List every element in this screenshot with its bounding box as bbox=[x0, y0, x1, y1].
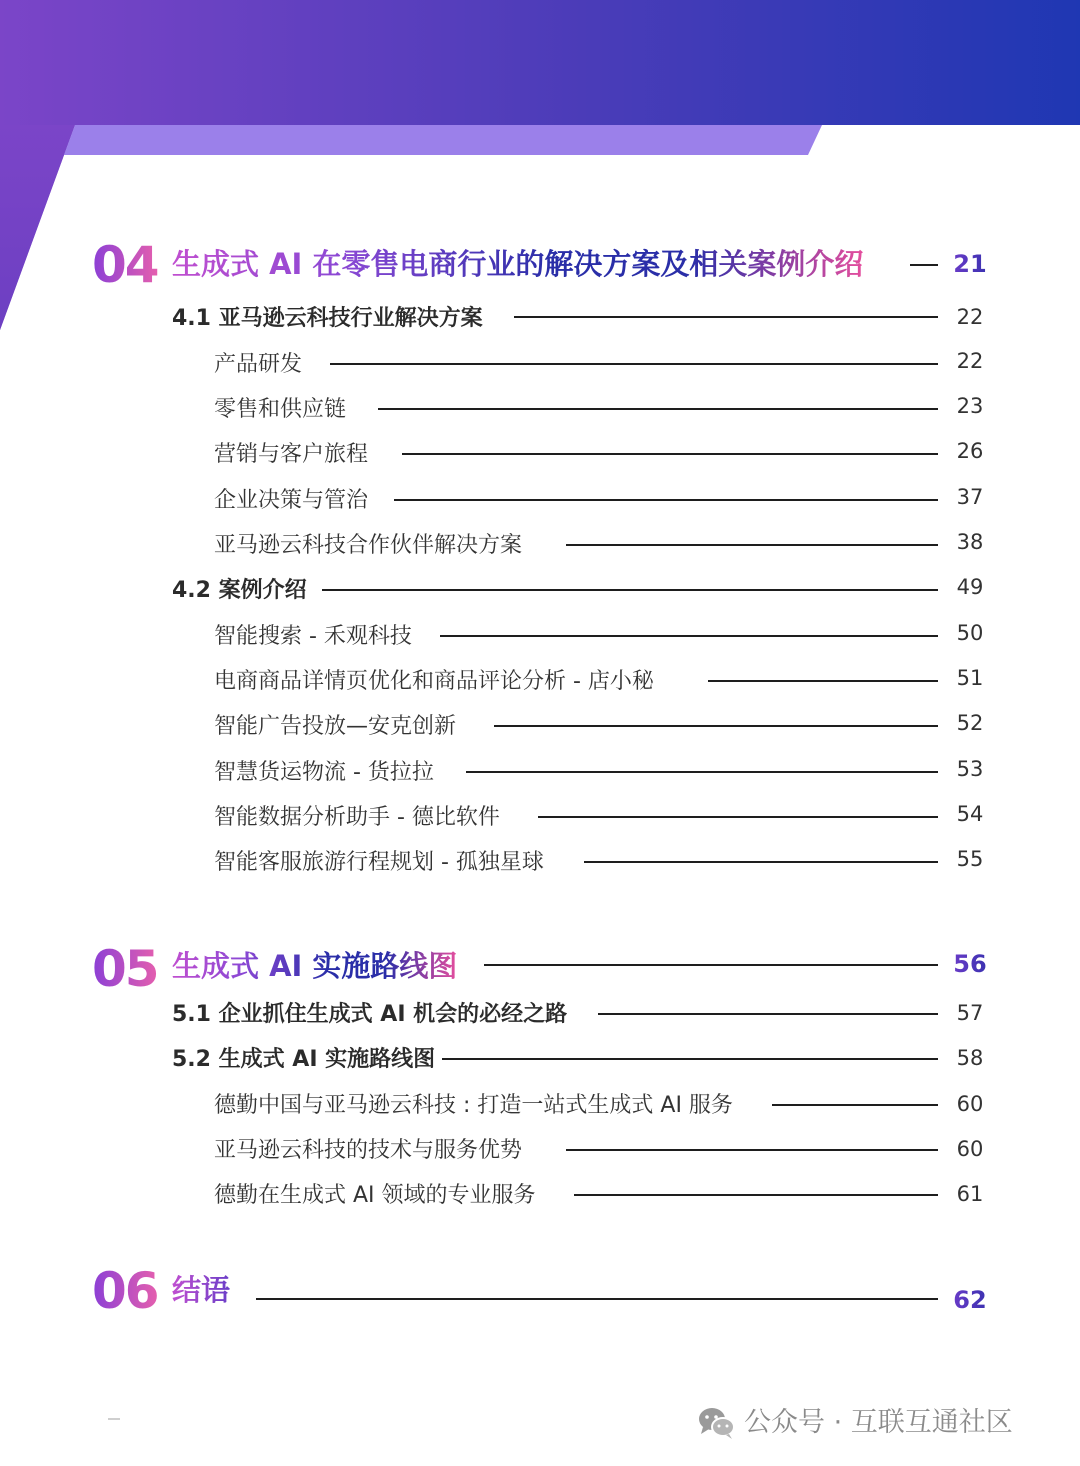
chapter-title: 生成式 AI 实施路线图 bbox=[172, 946, 457, 986]
toc-item[interactable] bbox=[0, 756, 1080, 796]
item-page: 55 bbox=[956, 847, 984, 871]
section-page: 49 bbox=[956, 575, 984, 599]
leader-line bbox=[402, 453, 938, 455]
item-title: 产品研发 bbox=[214, 352, 303, 377]
wechat-icon bbox=[697, 1406, 737, 1440]
toc-section[interactable] bbox=[0, 998, 1080, 1038]
toc-item[interactable] bbox=[0, 665, 1080, 705]
section-title: 5.2 生成式 AI 实施路线图 bbox=[172, 1047, 436, 1072]
toc-item[interactable] bbox=[0, 1179, 1080, 1219]
item-page: 53 bbox=[956, 757, 984, 781]
item-page: 60 bbox=[956, 1137, 984, 1161]
leader-line bbox=[566, 1149, 938, 1151]
leader-line bbox=[440, 635, 938, 637]
item-title: 智能搜索 - 禾观科技 bbox=[214, 624, 412, 649]
leader-line bbox=[584, 861, 938, 863]
leader-line bbox=[514, 316, 938, 318]
item-title: 智慧货运物流 - 货拉拉 bbox=[214, 760, 434, 785]
item-page: 61 bbox=[956, 1182, 984, 1206]
item-title: 零售和供应链 bbox=[214, 397, 347, 422]
toc-item[interactable] bbox=[0, 529, 1080, 569]
item-title: 智能广告投放—安克创新 bbox=[214, 714, 457, 739]
leader-line bbox=[566, 544, 938, 546]
chapter-title: 结语 bbox=[172, 1270, 230, 1310]
leader-line bbox=[394, 499, 938, 501]
item-page: 60 bbox=[956, 1092, 984, 1116]
page-mark bbox=[108, 1418, 120, 1420]
toc-item[interactable] bbox=[0, 1089, 1080, 1129]
leader-line bbox=[378, 408, 938, 410]
leader-line bbox=[442, 1058, 938, 1060]
toc-chapter-06[interactable] bbox=[0, 1262, 1080, 1320]
section-title: 4.1 亚马逊云科技行业解决方案 bbox=[172, 306, 483, 331]
item-page: 50 bbox=[956, 621, 984, 645]
item-page: 38 bbox=[956, 530, 984, 554]
item-title: 亚马逊云科技合作伙伴解决方案 bbox=[214, 533, 523, 558]
leader-line bbox=[466, 771, 938, 773]
toc-item[interactable] bbox=[0, 393, 1080, 433]
item-page: 37 bbox=[956, 485, 984, 509]
item-page: 22 bbox=[956, 349, 984, 373]
toc-item[interactable] bbox=[0, 620, 1080, 660]
leader-line bbox=[484, 964, 938, 966]
toc-item[interactable] bbox=[0, 846, 1080, 886]
toc-section[interactable] bbox=[0, 574, 1080, 614]
item-title: 营销与客户旅程 bbox=[214, 442, 369, 467]
leader-line bbox=[322, 589, 938, 591]
footer-account-name: 公众号 · 互联互通社区 bbox=[744, 1407, 1013, 1438]
leader-line bbox=[494, 725, 938, 727]
chapter-number: 05 bbox=[92, 940, 158, 998]
item-page: 26 bbox=[956, 439, 984, 463]
chapter-page: 56 bbox=[940, 944, 1000, 984]
leader-line bbox=[708, 680, 938, 682]
leader-line bbox=[256, 1298, 938, 1300]
leader-line bbox=[598, 1013, 938, 1015]
leader-line bbox=[330, 363, 938, 365]
item-title: 德勤中国与亚马逊云科技 : 打造一站式生成式 AI 服务 bbox=[214, 1093, 733, 1118]
item-title: 企业决策与管治 bbox=[214, 488, 369, 513]
leader-line bbox=[574, 1194, 938, 1196]
section-page: 57 bbox=[956, 1001, 984, 1025]
chapter-title: 生成式 AI 在零售电商行业的解决方案及相关案例介绍 bbox=[172, 244, 863, 284]
item-page: 52 bbox=[956, 711, 984, 735]
toc-item[interactable] bbox=[0, 484, 1080, 524]
section-page: 22 bbox=[956, 305, 984, 329]
toc-chapter-04[interactable] bbox=[0, 236, 1080, 294]
chapter-page: 62 bbox=[940, 1280, 1000, 1320]
item-title: 电商商品详情页优化和商品评论分析 - 店小秘 bbox=[214, 669, 654, 694]
section-title: 4.2 案例介绍 bbox=[172, 578, 307, 603]
toc-item[interactable] bbox=[0, 348, 1080, 388]
toc-chapter-05[interactable] bbox=[0, 940, 1080, 998]
item-page: 54 bbox=[956, 802, 984, 826]
chapter-number: 04 bbox=[92, 236, 158, 294]
chapter-page: 21 bbox=[940, 244, 1000, 284]
section-title: 5.1 企业抓住生成式 AI 机会的必经之路 bbox=[172, 1002, 568, 1027]
item-title: 德勤在生成式 AI 领域的专业服务 bbox=[214, 1183, 536, 1208]
leader-line bbox=[538, 816, 938, 818]
toc-item[interactable] bbox=[0, 801, 1080, 841]
item-page: 23 bbox=[956, 394, 984, 418]
toc-item[interactable] bbox=[0, 710, 1080, 750]
toc-section[interactable] bbox=[0, 302, 1080, 342]
toc-item[interactable] bbox=[0, 1134, 1080, 1174]
toc-section[interactable] bbox=[0, 1043, 1080, 1083]
section-page: 58 bbox=[956, 1046, 984, 1070]
toc-item[interactable] bbox=[0, 438, 1080, 478]
item-page: 51 bbox=[956, 666, 984, 690]
leader-line bbox=[910, 264, 938, 266]
leader-line bbox=[772, 1104, 938, 1106]
item-title: 亚马逊云科技的技术与服务优势 bbox=[214, 1138, 523, 1163]
item-title: 智能数据分析助手 - 德比软件 bbox=[214, 805, 500, 830]
item-title: 智能客服旅游行程规划 - 孤独星球 bbox=[214, 850, 544, 875]
chapter-number: 06 bbox=[92, 1262, 158, 1320]
